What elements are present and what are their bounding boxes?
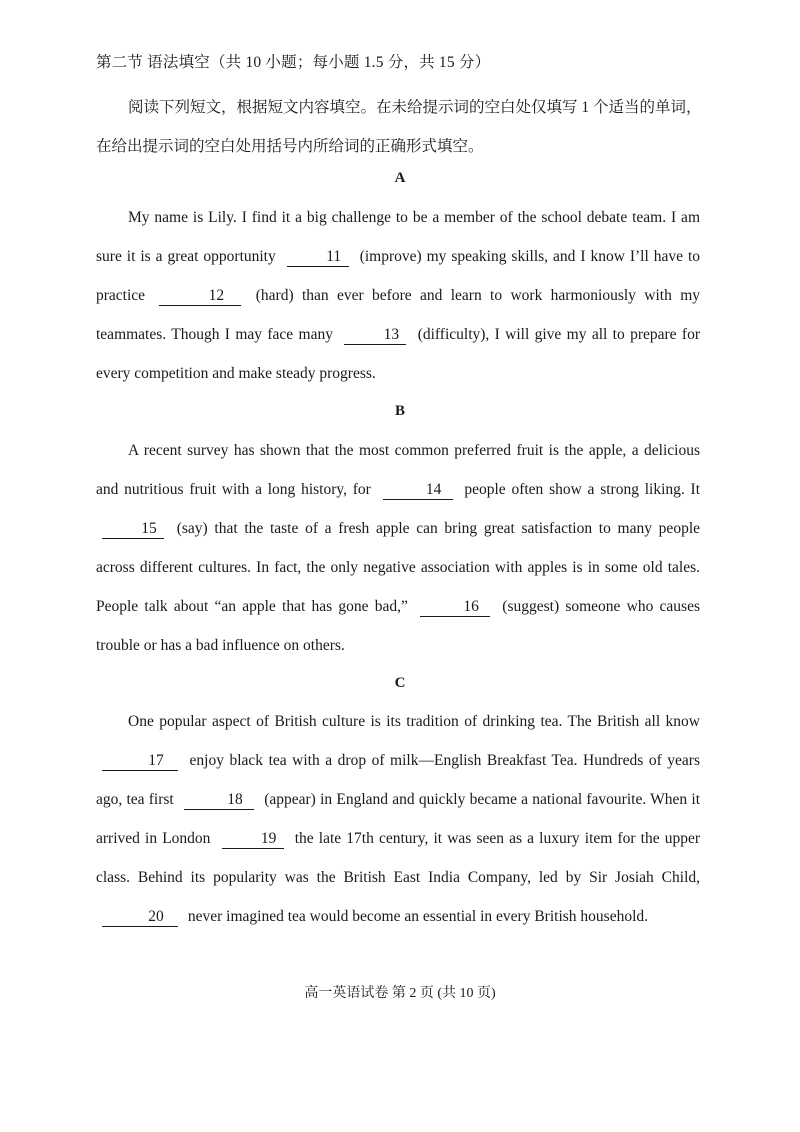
blank-11[interactable]: 11 [287,248,349,267]
blank-15[interactable]: 15 [102,520,164,539]
passage-b-sentence-2: people often show a strong liking. It [464,481,700,498]
passage-a [96,198,700,393]
passage-a-text [96,198,700,393]
instructions-text: 阅读下列短文，根据短文内容填空。在未给提示词的空白处仅填写 1 个适当的单词，在给出提示词的空白处用括号内所给词的正确形式填空。 [96,99,702,155]
passage-b-sentence-4: (suggest) someone who causes trouble or has a bad influence on others. [96,598,700,654]
blank-16[interactable]: 16 [420,598,490,617]
passage-b-sentence-1: A recent survey has shown that the most common preferred fruit is the apple, a delicious and nutritious fruit with a long history, for [96,442,700,498]
passage-a-sentence-3: (hard) than ever before and learn to work harmoniously with my teammates. Though I may face many [96,287,700,343]
section-heading: 第二节 语法填空（共 10 小题；每小题 1.5 分，共 15 分） [96,54,491,71]
blank-18[interactable]: 18 [184,791,254,810]
passage-a-sentence-1: My name is Lily. I find it a big challenge to be a member of the school debate team. I am sure it is a great opportunity [96,209,700,265]
blank-20[interactable]: 20 [102,908,178,927]
passage-c [96,702,700,936]
instructions [96,88,706,166]
blank-13[interactable]: 13 [344,326,406,345]
passage-c-text [96,702,700,936]
passage-c-sentence-5: never imagined tea would become an essential in every British household. [187,908,649,925]
blank-14[interactable]: 14 [383,481,453,500]
blank-19[interactable]: 19 [222,830,284,849]
passage-a-sentence-2: (improve) my speaking skills, and I know I’ll have to practice [96,248,701,304]
passage-c-sentence-2: enjoy black tea with a drop of milk—English Breakfast Tea. Hundreds of years ago, tea first [96,752,700,808]
passage-c-sentence-1: One popular aspect of British culture is its tradition of drinking tea. The British all know [128,713,700,730]
passage-c-sentence-3: (appear) in England and quickly became a national favourite. When it arrived in London [96,791,700,847]
blank-12[interactable]: 12 [159,287,241,306]
passage-a-title: A [394,170,406,186]
page-footer: 高一英语试卷 第 2 页 (共 10 页) [304,986,496,1001]
passage-b-title: B [394,403,405,419]
blank-17[interactable]: 17 [102,752,178,771]
passage-c-title: C [394,675,406,691]
passage-a-sentence-4: (difficulty), I will give my all to prepare for every competition and make steady progress. [96,326,700,382]
passage-b [96,431,700,665]
passage-c-sentence-4: the late 17th century, it was seen as a luxury item for the upper class. Behind its popularity was the British East India Company, led by Sir Josiah Child, [96,830,701,886]
passage-b-sentence-3: (say) that the taste of a fresh apple can bring great satisfaction to many people across different cultures. In fact, the only negative association with apples is in some old tales. People talk about “an apple that has gone bad,” [96,520,701,615]
passage-b-text [96,431,700,665]
